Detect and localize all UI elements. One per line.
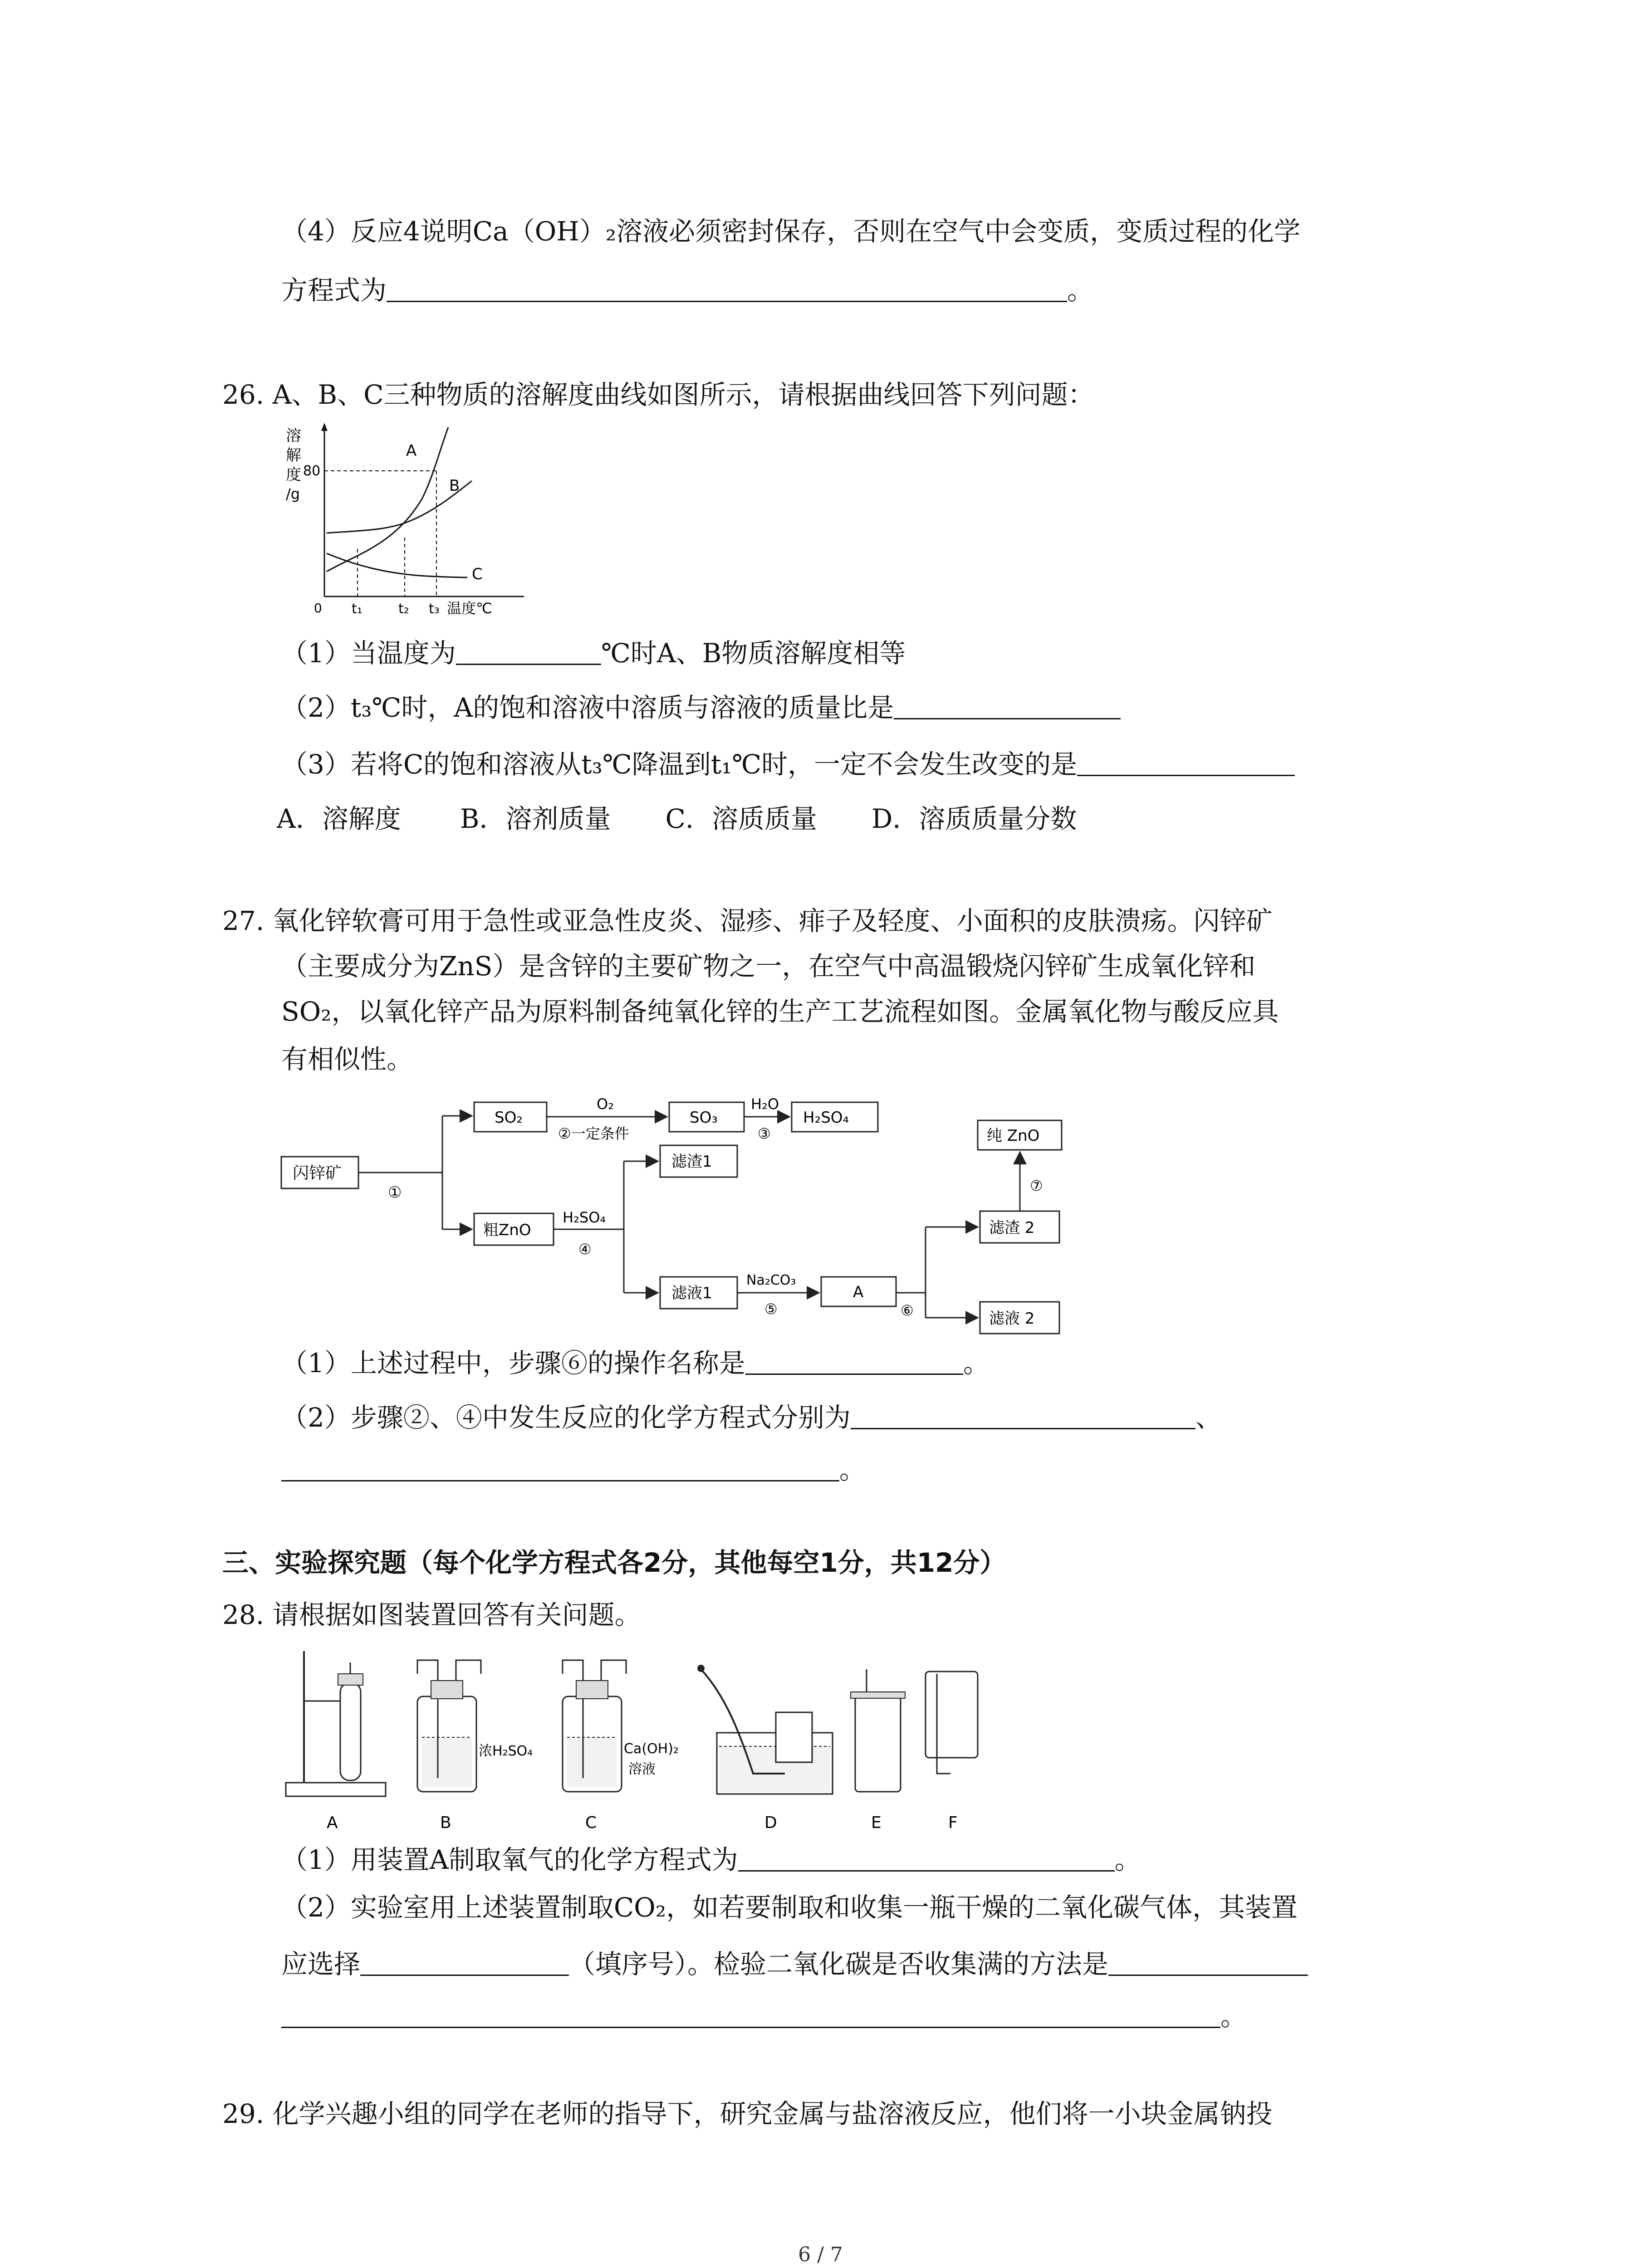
q28-part2-blank-1[interactable]	[360, 1948, 569, 1976]
q28-part2-prefix: 应选择	[281, 1949, 361, 1980]
apparatus-label-a: A	[327, 1813, 338, 1832]
graph-ylabel-char-1: 溶	[286, 427, 301, 445]
box-residue2-label: 滤渣 2	[989, 1219, 1035, 1237]
q25-4-prefix: 方程式为	[281, 275, 387, 306]
q25-4-end: 。	[1067, 275, 1094, 306]
q27-part2-sep: 、	[1195, 1402, 1222, 1433]
q28-part1	[281, 1842, 1141, 1878]
q26-part2-prefix: （2）t₃℃时，A的饱和溶液中溶质与溶液的质量比是	[281, 692, 894, 723]
q27-line3: SO₂，以氧化锌产品为原料制备纯氧化锌的生产工艺流程如图。金属氧化物与酸反应具	[281, 996, 1279, 1027]
apparatus-b-reagent: 浓H₂SO₄	[479, 1743, 533, 1759]
reagent-h2o: H₂O	[751, 1095, 779, 1113]
q26-option-a[interactable]: A．溶解度	[277, 803, 401, 834]
box-a-label: A	[853, 1283, 864, 1301]
reagent-o2: O₂	[597, 1095, 614, 1113]
graph-xlabel: 温度℃	[447, 600, 492, 617]
apparatus-label-d: D	[764, 1813, 777, 1832]
q26-part1-prefix: （1）当温度为	[281, 638, 456, 669]
box-h2so4-label: H₂SO₄	[803, 1109, 849, 1127]
q26-option-c[interactable]: C．溶质质量	[665, 803, 817, 834]
graph-x-tick-t3: t₃	[429, 601, 440, 617]
apparatus-d	[697, 1665, 833, 1794]
q27-part2-blank-1[interactable]	[851, 1402, 1195, 1429]
apparatus-c	[563, 1660, 626, 1792]
q25-4-line1: （4）反应4说明Ca（OH）₂溶液必须密封保存，否则在空气中会变质，变质过程的化学	[281, 216, 1301, 247]
box-pure-zno-label: 纯 ZnO	[987, 1127, 1040, 1145]
q28-part2-line1: （2）实验室用上述装置制取CO₂，如若要制取和收集一瓶干燥的二氧化碳气体，其装置	[281, 1892, 1298, 1923]
curve-label-c: C	[472, 565, 483, 583]
graph-x-tick-t1: t₁	[352, 601, 362, 617]
q28-part2-line2	[281, 1946, 1308, 1982]
box-residue1-label: 滤渣1	[671, 1153, 712, 1171]
apparatus-a	[286, 1651, 386, 1796]
curve-c	[327, 553, 467, 577]
apparatus-b	[417, 1660, 481, 1792]
q28-stem: 28. 请根据如图装置回答有关问题。	[222, 1599, 641, 1630]
q27-part2	[281, 1399, 1222, 1436]
step3-label: ③	[758, 1125, 771, 1142]
step1-label: ①	[388, 1183, 402, 1202]
q26-part3-prefix: （3）若将C的饱和溶液从t₃℃降温到t₁℃时，一定不会发生改变的是	[281, 749, 1078, 780]
q28-part2-blank-3[interactable]	[281, 2000, 1220, 2028]
apparatus-label-f: F	[948, 1813, 958, 1832]
step6-label: ⑥	[901, 1302, 914, 1319]
q27-part2-prefix: （2）步骤②、④中发生反应的化学方程式分别为	[281, 1402, 851, 1433]
q27-line1: 27. 氧化锌软膏可用于急性或亚急性皮炎、湿疹、痱子及轻度、小面积的皮肤溃疡。闪锌矿	[222, 905, 1273, 936]
q26-part3-blank[interactable]	[1077, 748, 1295, 776]
step5-label: ⑤	[764, 1300, 778, 1318]
q26-part1	[281, 635, 906, 671]
reagent-h2so4: H₂SO₄	[563, 1209, 606, 1226]
q28-part1-prefix: （1）用装置A制取氧气的化学方程式为	[281, 1844, 738, 1875]
box-filtrate2-label: 滤液 2	[989, 1310, 1035, 1328]
q28-part1-end: 。	[1114, 1844, 1141, 1875]
q28-part2-line3	[281, 1998, 1247, 2034]
box-filtrate1-label: 滤液1	[671, 1284, 712, 1302]
q27-line4: 有相似性。	[281, 1044, 413, 1075]
q26-options	[277, 801, 1077, 837]
q27-part1	[281, 1345, 989, 1381]
section3-title: 三、实验探究题（每个化学方程式各2分，其他每空1分，共12分）	[222, 1547, 1006, 1578]
graph-x-tick-t2: t₂	[398, 601, 409, 617]
lab-apparatus-figure	[281, 1642, 1007, 1837]
apparatus-c-reagent-2: 溶液	[628, 1761, 656, 1777]
solubility-curve-graph	[277, 417, 531, 621]
q27-line2: （主要成分为ZnS）是含锌的主要矿物之一，在空气中高温锻烧闪锌矿生成氧化锌和	[281, 951, 1256, 982]
curve-label-a: A	[406, 442, 417, 460]
zno-process-flowchart	[272, 1089, 1116, 1343]
apparatus-e	[851, 1669, 905, 1792]
apparatus-label-b: B	[440, 1813, 451, 1832]
apparatus-c-reagent-1: Ca(OH)₂	[624, 1741, 679, 1757]
q27-part2-blank-2[interactable]	[281, 1454, 839, 1481]
q26-part3	[281, 746, 1295, 782]
q25-4-answer-blank[interactable]	[387, 274, 1067, 302]
apparatus-label-e: E	[871, 1813, 882, 1832]
q26-part2-blank[interactable]	[894, 692, 1121, 719]
graph-ylabel-char-2: 解	[286, 446, 301, 464]
graph-ylabel-char-4: /g	[286, 485, 300, 503]
curve-a	[327, 427, 448, 572]
q27-part1-blank[interactable]	[745, 1347, 963, 1375]
box-zinc-blende-label: 闪锌矿	[293, 1164, 342, 1183]
step4-label: ④	[578, 1241, 592, 1258]
q26-stem: 26. A、B、C三种物质的溶解度曲线如图所示，请根据曲线回答下列问题：	[222, 379, 1094, 410]
q28-part2-mid: （填序号）。检验二氧化碳是否收集满的方法是	[569, 1949, 1109, 1980]
box-so3-label: SO₃	[690, 1109, 718, 1127]
q29-line1: 29. 化学兴趣小组的同学在老师的指导下，研究金属与盐溶液反应，他们将一小块金属钠投	[222, 2098, 1273, 2129]
apparatus-f	[926, 1672, 978, 1774]
graph-origin: 0	[314, 601, 322, 616]
q27-part1-prefix: （1）上述过程中，步骤⑥的操作名称是	[281, 1348, 745, 1378]
q27-part2-cont	[281, 1452, 866, 1488]
q25-4-line2	[281, 272, 1093, 308]
q26-option-d[interactable]: D．溶质质量分数	[871, 803, 1077, 834]
q26-part1-blank[interactable]	[456, 637, 601, 665]
box-crude-zno-label: 粗ZnO	[483, 1221, 531, 1239]
reagent-na2co3: Na₂CO₃	[746, 1272, 796, 1288]
q28-part2-blank-2[interactable]	[1108, 1948, 1308, 1976]
step2-condition: ②一定条件	[558, 1125, 629, 1142]
graph-y-tick-80: 80	[303, 463, 321, 479]
graph-ylabel-char-3: 度	[286, 466, 301, 484]
q27-part1-end: 。	[963, 1348, 989, 1378]
q27-part2-end: 。	[839, 1454, 866, 1485]
box-so2-label: SO₂	[495, 1109, 523, 1127]
curve-label-b: B	[449, 477, 460, 495]
q28-part1-blank[interactable]	[738, 1844, 1115, 1872]
q26-part2	[281, 689, 1121, 726]
apparatus-label-c: C	[585, 1813, 597, 1832]
page-number: 6 / 7	[798, 2243, 843, 2266]
q28-part2-end: 。	[1220, 2001, 1247, 2032]
q26-part1-end: ℃时A、B物质溶解度相等	[601, 638, 906, 669]
graph-y-arrow	[321, 423, 328, 431]
step7-label: ⑦	[1030, 1177, 1043, 1194]
q26-option-b[interactable]: B．溶剂质量	[460, 803, 611, 834]
